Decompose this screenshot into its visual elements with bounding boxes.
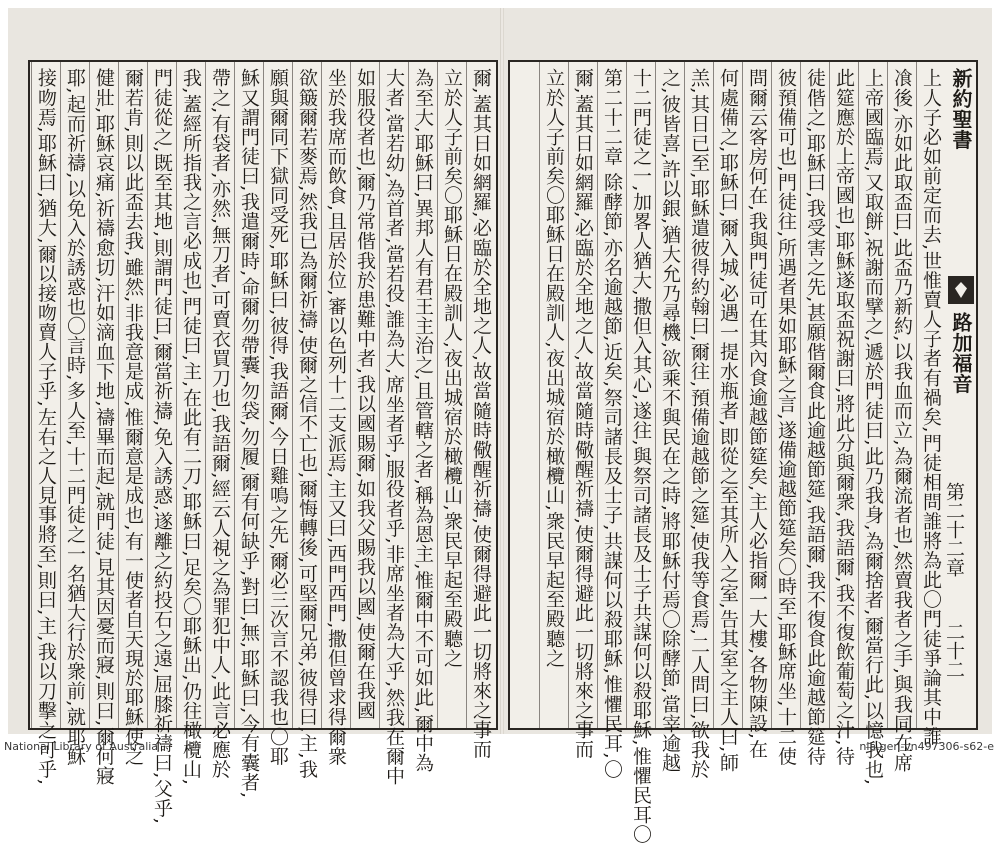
text-column: 爾若肯,則以此盃去我,雖然,非我意是成,惟爾意是成也,有一使者自天現於耶穌使之 [122,68,144,766]
column-rule [350,62,351,728]
library-credit: National Library of Australia [4,740,159,753]
column-rule [568,62,569,728]
text-column: 爾,蓋其日如網羅,必臨於全地之人,故當隨時儆醒祈禱,使爾得避此一切將來之事而 [572,68,594,760]
text-column: 立於人子前矣〇耶穌日在殿訓人,夜出城宿於橄欖山,衆民早起至殿聽之 [441,68,463,668]
column-rule [539,62,540,728]
book-spine [500,8,504,734]
column-rule [176,62,177,728]
column-rule [147,62,148,728]
column-rule [234,62,235,728]
column-rule [713,62,714,728]
chapter-title: 第二十二章 [943,482,965,577]
book-title: 新約聖書 [949,68,973,151]
page-number: 二十二 [943,622,965,679]
text-column: 接吻焉,耶穌曰,猶大,爾以接吻賣人子乎,左右之人見事將至,則曰,主,我以刀擊之可乎, [35,68,57,786]
text-column: 我,蓋經所指我之言必成也,門徒曰,主,在此有二刀,耶穌曰,足矣〇耶穌出,仍往橄欖山, [180,68,202,786]
column-rule [887,62,888,728]
text-column: 羔,其日已至,耶穌遣彼得約翰曰,爾往,預備逾越節之筵,使我等食焉,二人問曰,欲我於 [688,68,710,779]
column-rule [31,62,32,728]
column-rule [292,62,293,728]
text-column: 為至大,耶穌曰,異邦人有君王主治之,且管轄之者,稱為恩主,惟爾中不可如此,爾中為 [412,68,434,773]
text-column: 問爾云客房何在,我與門徒可在其內食逾越節筵矣,主人必指爾一大樓,各物陳設,在 [746,68,768,760]
column-rule [829,62,830,728]
text-column: 十二門徒之一,加畧人猶大,撒但入其心,遂往,與祭司諸長及士子共謀何以殺耶穌,惟懼民耳〇 [630,68,652,844]
column-rule [858,62,859,728]
column-rule [742,62,743,728]
column-rule [626,62,627,728]
column-rule [60,62,61,728]
image-identifier: nla.gen-vn497306-s62-e [859,740,994,753]
column-rule [89,62,90,728]
column-rule [118,62,119,728]
text-column: 上人子必如前定而去,世惟賣人子者有禍矣,門徒相問誰將為此〇門徒爭論其中誰 [920,68,942,746]
text-column: 之,彼皆喜,許以銀,猶大允乃尋機,欲乘不與民在之時,將耶穌付焉〇除酵節,當宰逾越 [659,68,681,773]
column-rule [321,62,322,728]
column-rule [684,62,685,728]
column-rule [379,62,380,728]
column-rule [205,62,206,728]
text-column: 彼預備可也,門徒往,所遇者果如耶穌之言,遂備逾越節筵矣〇時至,耶穌席坐,十二使 [775,68,797,766]
column-rule [916,62,917,728]
text-column: 健壯,耶穌哀痛,祈禱愈切,汗如滴血下地,禱畢而起,就門徒,見其因憂而寢,則曰,爾何寢 [93,68,115,786]
text-column: 上帝國臨焉,又取餅,祝謝而擘之,遞於門徒曰,此乃我身,為爾捨者,爾當行此,以憶我也, [862,68,884,786]
column-rule [263,62,264,728]
column-rule [597,62,598,728]
ornament-icon [948,276,974,304]
text-column: 穌又謂門徒曰,我遣爾時,命爾勿帶囊,勿袋,勿履,爾有何缺乎,對曰,無,耶穌曰,今有囊者, [238,68,260,799]
text-column: 坐於我席而飲食,且居於位,審以色列十二支派焉,主又曰,西門西門,撒但曾求得爾衆 [325,68,347,766]
text-column: 第二十二章 除酵節,亦名逾越節,近矣,祭司諸長及士子,共謀何以殺耶穌,惟懼民耳,〇 [601,68,623,779]
section-title: 路加福音 [949,312,973,395]
text-column: 耶,起而祈禱,以免入於誘惑也〇言時,多人至,十二門徒之一名猶大行於衆前,就耶穌 [64,68,86,766]
text-column: 大者,當若幼,為首者,當若役,誰為大,席坐者乎,服役者乎,非席坐者為大乎,然我在爾中 [383,68,405,786]
text-column: 欲簸爾若麥焉,然我已為爾祈禱,使爾之信不亡也,爾悔轉後,可堅爾兄弟,彼得曰,主,我 [296,68,318,779]
text-column: 徒偕之,耶穌曰,我受害之先,甚願偕爾食此逾越節筵,我語爾,我不復食此逾越節筵待 [804,68,826,766]
text-column: 如服役者也,爾乃常偕我於患難中者,我以國賜爾,如我父賜我以國,使爾在我國 [354,68,376,720]
text-column: 帶之,有袋者,亦然,無刀者,可賣衣買刀也,我語爾,經云人視之為罪犯中人,此言必應於 [209,68,231,779]
text-column: 何處備之,耶穌曰,爾入城,必遇一提水瓶者,即從之至其所入之室,告其室之主人曰,師 [717,68,739,773]
column-rule [771,62,772,728]
column-rule [408,62,409,728]
column-rule [466,62,467,728]
column-rule [437,62,438,728]
text-column: 願與爾同下獄同受死,耶穌曰,彼得,我語爾,今日雞鳴之先,爾必三次言不認我也〇耶 [267,68,289,766]
text-column: 門徒從之,既至其地,則謂門徒曰,爾當祈禱,免入誘惑,遂離之約投石之遠,屈膝祈禱曰,父乎, [151,68,173,825]
text-column: 飡後,亦如此取盃曰,此盃乃新約,以我血而立,為爾流者也,然賣我者之手,與我同在席 [891,68,913,773]
column-rule [655,62,656,728]
text-column: 此筵應於上帝國也,耶穌遂取盃祝謝曰,將此分與爾衆,我語爾,我不復飲葡萄之汁,待 [833,68,855,766]
text-column: 爾,蓋其日如網羅,必臨於全地之人,故當隨時儆醒祈禱,使爾得避此一切將來之事而 [470,68,492,760]
text-column: 立於人子前矣〇耶穌日在殿訓人,夜出城宿於橄欖山,衆民早起至殿聽之 [543,68,565,668]
column-rule [800,62,801,728]
